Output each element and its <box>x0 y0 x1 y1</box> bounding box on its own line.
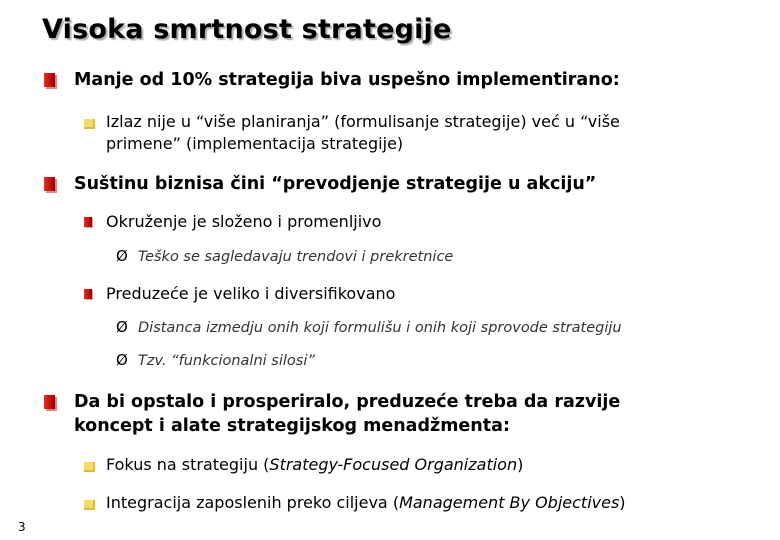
bullet-level1-text-line2: koncept i alate strategijskog menadžmenta: <box>74 416 510 436</box>
slide-title: Visoka smrtnost strategije <box>42 14 452 45</box>
bullet-level3-text: Tzv. “funkcionalni silosi” <box>138 353 315 369</box>
bullet-level1-text: Suštinu biznisa čini “prevodjenje strategije u akciju” <box>74 174 597 194</box>
arrow-bullet-icon: Ø <box>116 247 128 265</box>
yellow-square-bullet-icon <box>84 119 95 129</box>
bullet-text-italic: Management By Objectives <box>399 493 620 512</box>
bullet-level2-text <box>106 454 523 476</box>
yellow-square-bullet-icon <box>84 462 95 472</box>
bullet-level3-text: Distanca izmedju onih koji formulišu i onih koji sprovode strategiju <box>138 320 622 336</box>
yellow-square-bullet-icon <box>84 500 95 510</box>
page-number: 3 <box>18 520 26 534</box>
red-square-bullet-icon <box>44 395 55 409</box>
red-square-bullet-icon <box>44 73 55 87</box>
bullet-level2-text <box>106 492 626 514</box>
bullet-level1-text-line1: Da bi opstalo i prosperiralo, preduzeće treba da razvije <box>74 392 621 412</box>
bullet-level2-text: Preduzeće je veliko i diversifikovano <box>106 284 396 303</box>
bullet-level2-text-line1: Izlaz nije u “više planiranja” (formulisanje strategije) već u “više <box>106 112 620 131</box>
red-square-bullet-icon <box>44 177 55 191</box>
bullet-level1-text: Manje od 10% strategija biva uspešno implementirano: <box>74 70 620 90</box>
red-square-bullet-icon <box>84 289 92 299</box>
bullet-level2-text-line2: primene” (implementacija strategije) <box>106 134 404 153</box>
arrow-bullet-icon: Ø <box>116 318 128 336</box>
bullet-text-suffix: ) <box>619 493 626 512</box>
bullet-text-italic: Strategy-Focused Organization <box>269 455 518 474</box>
bullet-level3-text: Teško se sagledavaju trendovi i prekretnice <box>138 249 454 265</box>
bullet-text-suffix: ) <box>517 455 524 474</box>
red-square-bullet-icon <box>84 217 92 227</box>
bullet-text-prefix: Integracija zaposlenih preko ciljeva ( <box>106 493 400 512</box>
arrow-bullet-icon: Ø <box>116 351 128 369</box>
bullet-text-prefix: Fokus na strategiju ( <box>106 455 270 474</box>
bullet-level2-text: Okruženje je složeno i promenljivo <box>106 212 382 231</box>
